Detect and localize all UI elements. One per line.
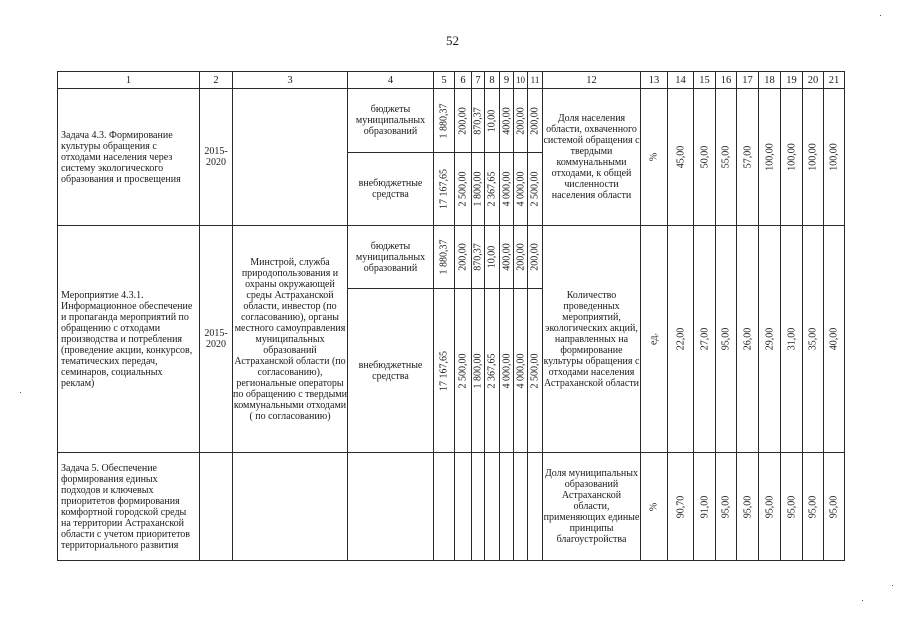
period-cell: 2015-2020 [200,226,233,453]
header-cell: 19 [781,72,803,89]
indicator-value: 91,00 [699,495,710,518]
executor-cell [233,453,348,561]
indicator-value: 57,00 [742,145,753,169]
value-cell [528,289,543,453]
header-cell: 8 [485,72,500,89]
scan-speck [892,585,893,586]
value-text: 400,00 [501,243,512,271]
value-text: 4 000,00 [501,353,512,388]
value-text: 870,37 [472,243,484,271]
header-cell: 20 [803,72,824,89]
value-text: 200,00 [515,106,526,135]
header-cell: 6 [455,72,472,89]
header-cell: 13 [641,72,668,89]
indicator-value-cell [759,226,781,453]
value-cell [528,89,543,153]
source-cell: бюджеты муниципальных образований [348,226,434,289]
indicator-value-cell [737,89,759,226]
value-cell [514,89,528,153]
indicator-value-cell [694,453,716,561]
value-cell [528,226,543,289]
value-text: 10,00 [486,245,498,269]
indicator-value: 95,00 [720,327,732,351]
page-number: 52 [446,33,459,48]
value-cell [528,153,543,226]
value-text: 2 500,00 [457,353,469,388]
scan-speck [880,15,881,16]
value-cell [434,289,455,453]
indicator-cell: Доля населения области, охваченного системой обращения с твердыми коммунальными отходами, к общей численности населения области [543,89,641,226]
indicator-value: 50,00 [699,145,710,169]
value-cell [500,289,514,453]
source-cell: внебюджетные средства [348,153,434,226]
indicator-value: 95,00 [786,495,797,518]
source-cell: внебюджетные средства [348,289,434,453]
indicator-value-cell [737,226,759,453]
value-text: 400,00 [501,106,512,135]
indicator-value: 100,00 [786,143,797,171]
indicator-value-cell [668,226,694,453]
value-cell [485,453,500,561]
value-cell [434,453,455,561]
period-cell: 2015-2020 [200,89,233,226]
value-cell [472,453,485,561]
value-cell [472,289,485,453]
header-cell: 17 [737,72,759,89]
indicator-value-cell [759,89,781,226]
header-cell: 2 [200,72,233,89]
value-cell [455,153,472,226]
indicator-value: 45,00 [675,145,686,169]
indicator-value: 35,00 [807,327,819,351]
value-text: 870,37 [472,106,484,135]
indicator-value: 55,00 [720,145,732,169]
unit-text: ед. [648,333,660,345]
table-row [58,453,845,561]
indicator-value-cell [694,226,716,453]
value-text: 1 800,00 [472,171,484,207]
indicator-value-cell [716,453,737,561]
value-text: 2 367,65 [486,353,498,388]
value-cell [455,289,472,453]
value-cell [514,153,528,226]
value-text: 4 000,00 [515,353,526,388]
indicator-value: 27,00 [699,327,710,351]
header-cell: 5 [434,72,455,89]
value-text: 200,00 [529,243,541,271]
header-cell: 4 [348,72,434,89]
unit-cell [641,89,668,226]
source-cell [348,453,434,561]
value-text: 4 000,00 [515,171,526,207]
indicator-value-cell [781,89,803,226]
table-row [58,89,845,153]
value-text: 2 500,00 [457,171,469,207]
header-cell: 11 [528,72,543,89]
unit-cell [641,226,668,453]
value-text: 200,00 [529,106,541,135]
indicator-value: 40,00 [828,327,840,351]
value-cell [485,153,500,226]
value-cell [500,153,514,226]
scan-speck [20,392,21,393]
indicator-value: 95,00 [807,495,819,518]
value-text: 1 800,00 [472,353,484,388]
indicator-value-cell [759,453,781,561]
value-cell [514,289,528,453]
indicator-value: 90,70 [675,495,686,518]
indicator-value: 26,00 [742,327,753,351]
value-text: 200,00 [457,106,469,135]
value-cell [472,226,485,289]
indicator-value: 100,00 [764,143,775,171]
scan-speck [862,600,863,601]
value-cell [485,89,500,153]
indicator-value-cell [737,453,759,561]
header-cell: 7 [472,72,485,89]
header-cell: 16 [716,72,737,89]
indicator-value-cell [803,89,824,226]
indicator-value: 100,00 [828,143,840,171]
indicator-value-cell [803,226,824,453]
table-row [58,226,845,289]
value-cell [434,89,455,153]
header-cell: 10 [514,72,528,89]
value-text: 10,00 [486,109,498,132]
value-text: 17 167,65 [438,350,450,391]
indicator-value: 100,00 [807,143,819,171]
task-cell: Задача 5. Обеспечение формирования единых подходов и ключевых приоритетов формирования комфортной городской среды на территории Астраханской области с учетом приоритетов территориального развития [58,453,200,561]
value-text: 2 367,65 [486,171,498,207]
indicator-cell: Доля муниципальных образований Астраханской области, применяющих единые принципы благоустройства [543,453,641,561]
indicator-cell: Количество проведенных мероприятий, экологических акций, направленных на формирование культуры обращения с отходами населения Астраханской области [543,226,641,453]
task-cell: Мероприятие 4.3.1. Информационное обеспечение и пропаганда мероприятий по обращению с отходами производства и потребления (проведение акции, конкурсов, тематических передач, семинаров, социальных реклам) [58,226,200,453]
indicator-value-cell [781,226,803,453]
header-cell: 3 [233,72,348,89]
indicator-value-cell [824,89,845,226]
value-cell [455,226,472,289]
unit-cell [641,453,668,561]
indicator-value-cell [716,226,737,453]
period-cell [200,453,233,561]
indicator-value-cell [824,453,845,561]
value-cell [455,89,472,153]
value-text: 200,00 [457,243,469,271]
header-cell: 21 [824,72,845,89]
value-cell [455,453,472,561]
value-text: 1 880,37 [438,239,450,275]
value-cell [514,226,528,289]
indicator-value-cell [803,453,824,561]
indicator-value-cell [694,89,716,226]
header-row [58,72,845,89]
value-text: 200,00 [515,243,526,271]
value-cell [485,226,500,289]
value-cell [434,153,455,226]
executor-cell [233,89,348,226]
value-cell [528,453,543,561]
indicator-value: 95,00 [828,495,840,518]
indicator-value: 29,00 [764,327,775,351]
indicator-value-cell [781,453,803,561]
value-cell [485,289,500,453]
indicator-value-cell [668,453,694,561]
header-cell: 1 [58,72,200,89]
value-cell [472,153,485,226]
value-cell [434,226,455,289]
indicator-value-cell [668,89,694,226]
task-cell: Задача 4.3. Формирование культуры обращения с отходами населения через систему экологического образования и просвещения [58,89,200,226]
value-cell [500,89,514,153]
value-cell [500,226,514,289]
value-text: 17 167,65 [438,169,450,209]
indicator-value: 22,00 [675,327,686,351]
header-cell: 18 [759,72,781,89]
indicator-value-cell [824,226,845,453]
executor-cell: Минстрой, служба природопользования и охраны окружающей среды Астраханской области, инвестор (по согласованию), органы местного самоуправления муниципальных образований Астраханской области (по согласованию), региональные операторы по обращению с твердыми коммунальными отходами ( по согласованию) [233,226,348,453]
unit-text: % [648,152,660,162]
value-cell [514,453,528,561]
value-text: 1 880,37 [438,103,450,138]
value-cell [500,453,514,561]
value-text: 2 500,00 [529,171,541,207]
indicator-value: 95,00 [742,495,753,518]
header-cell: 12 [543,72,641,89]
header-cell: 9 [500,72,514,89]
value-text: 4 000,00 [501,171,512,207]
header-cell: 14 [668,72,694,89]
program-table [57,71,845,561]
unit-text: % [648,502,660,511]
value-text: 2 500,00 [529,353,541,388]
indicator-value: 95,00 [720,495,732,518]
indicator-value-cell [716,89,737,226]
header-cell: 15 [694,72,716,89]
value-cell [472,89,485,153]
indicator-value: 31,00 [786,327,797,351]
indicator-value: 95,00 [764,495,775,518]
source-cell: бюджеты муниципальных образований [348,89,434,153]
